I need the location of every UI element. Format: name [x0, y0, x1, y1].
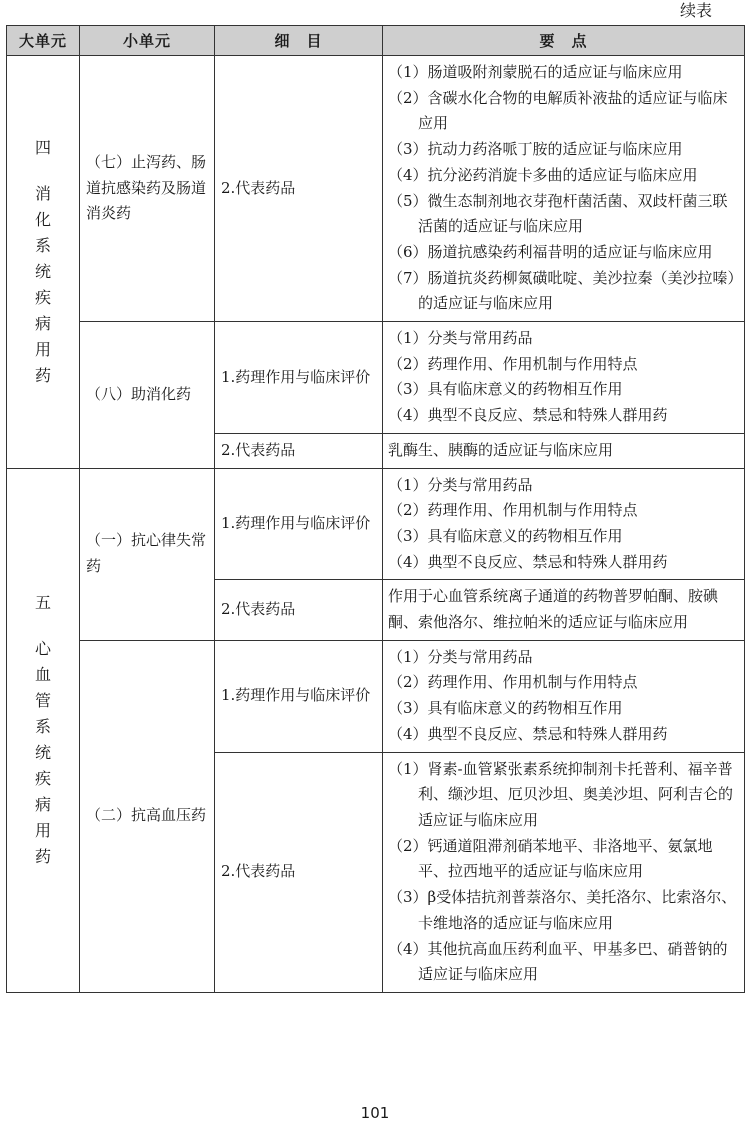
- detail-cell: 1.药理作用与临床评价: [215, 640, 383, 752]
- major-unit-char: 用: [34, 821, 51, 841]
- major-unit-char: 病: [34, 313, 51, 333]
- major-unit-char: 消: [34, 183, 51, 203]
- key-point: （3）具有临床意义的药物相互作用: [388, 699, 623, 718]
- major-unit-char: 系: [34, 717, 51, 737]
- detail-cell: 2.代表药品: [215, 752, 383, 992]
- detail-cell: 1.药理作用与临床评价: [215, 468, 383, 580]
- major-unit-char: 系: [34, 235, 51, 255]
- key-point: 作用于心血管系统离子通道的药物普罗帕酮、胺碘酮、索他洛尔、维拉帕米的适应证与临床应用: [388, 587, 719, 632]
- table-row: [7, 56, 745, 322]
- major-unit-char: 五: [34, 593, 51, 613]
- major-unit-char: 心: [34, 639, 51, 659]
- key-points-cell: [383, 752, 745, 992]
- header-sub-unit: 小单元: [80, 26, 215, 56]
- key-point: （1）肾素-血管紧张素系统抑制剂卡托普利、福辛普利、缬沙坦、厄贝沙坦、奥美沙坦、阿利吉仑的适应证与临床应用: [388, 759, 734, 829]
- major-unit-char: 疾: [34, 287, 51, 307]
- header-key-points: 要 点: [383, 26, 745, 56]
- major-unit-char: 统: [34, 261, 51, 281]
- key-point: （1）分类与常用药品: [388, 647, 533, 666]
- major-unit-char: 用: [34, 339, 51, 359]
- key-point: （4）典型不良反应、禁忌和特殊人群用药: [388, 406, 668, 425]
- sub-unit-cell: （七）止泻药、肠道抗感染药及肠道消炎药: [80, 56, 215, 322]
- key-points-cell: [383, 580, 745, 640]
- major-unit-char: 统: [34, 743, 51, 763]
- key-points-cell: [383, 640, 745, 752]
- page-number: 101: [360, 1104, 390, 1122]
- key-point: （4）典型不良反应、禁忌和特殊人群用药: [388, 724, 668, 743]
- key-point: （6）肠道抗感染药利福昔明的适应证与临床应用: [388, 242, 713, 261]
- header-row: [7, 26, 745, 56]
- key-point: （3）具有临床意义的药物相互作用: [388, 380, 623, 399]
- key-point: （5）微生态制剂地衣芽孢杆菌活菌、双歧杆菌三联活菌的适应证与临床应用: [388, 191, 728, 236]
- detail-cell: 2.代表药品: [215, 580, 383, 640]
- sub-unit-cell: （二）抗高血压药: [80, 640, 215, 992]
- major-unit-cell: [7, 56, 80, 469]
- sub-unit-cell: （八）助消化药: [80, 322, 215, 469]
- key-point: （1）肠道吸附剂蒙脱石的适应证与临床应用: [388, 63, 683, 81]
- key-point: （4）典型不良反应、禁忌和特殊人群用药: [388, 552, 668, 571]
- table-body: [7, 56, 745, 993]
- key-point: （3）β受体拮抗剂普萘洛尔、美托洛尔、比索洛尔、卡维地洛的适应证与临床应用: [388, 888, 737, 932]
- key-point: （2）钙通道阻滞剂硝苯地平、非洛地平、氨氯地平、拉西地平的适应证与临床应用: [388, 836, 713, 881]
- syllabus-table: [6, 25, 745, 993]
- major-unit-char: 药: [34, 847, 51, 867]
- sub-unit-cell: （一）抗心律失常药: [80, 468, 215, 640]
- key-point: （7）肠道抗炎药柳氮磺吡啶、美沙拉秦（美沙拉嗪）的适应证与临床应用: [388, 268, 736, 313]
- table-row: [7, 322, 745, 434]
- major-unit-char: 四: [34, 137, 51, 157]
- key-points-cell: [383, 56, 745, 322]
- major-unit-gap: [7, 161, 79, 181]
- key-point: （2）含碳水化合物的电解质补液盐的适应证与临床应用: [388, 88, 728, 133]
- key-point: （3）抗动力药洛哌丁胺的适应证与临床应用: [388, 140, 683, 159]
- major-unit-char: 管: [34, 691, 51, 711]
- detail-cell: 2.代表药品: [215, 56, 383, 322]
- detail-cell: 2.代表药品: [215, 433, 383, 468]
- major-unit-char: 病: [34, 795, 51, 815]
- key-point: （4）抗分泌药消旋卡多曲的适应证与临床应用: [388, 165, 698, 184]
- major-unit-char: 化: [34, 209, 51, 229]
- major-unit-cell: [7, 468, 80, 992]
- key-point: （3）具有临床意义的药物相互作用: [388, 526, 623, 545]
- key-point: （2）药理作用、作用机制与作用特点: [388, 501, 638, 520]
- table-header: [7, 26, 745, 56]
- key-point: （4）其他抗高血压药利血平、甲基多巴、硝普钠的适应证与临床应用: [388, 939, 728, 984]
- table-row: [7, 640, 745, 752]
- key-points-cell: [383, 322, 745, 434]
- major-unit-char: 疾: [34, 769, 51, 789]
- key-points-cell: [383, 468, 745, 580]
- key-point: （2）药理作用、作用机制与作用特点: [388, 673, 638, 692]
- header-detail: 细 目: [215, 26, 383, 56]
- key-point: （1）分类与常用药品: [388, 475, 533, 494]
- key-points-cell: [383, 433, 745, 468]
- header-major-unit: 大单元: [7, 26, 80, 56]
- major-unit-gap: [7, 616, 79, 636]
- continued-label: 续表: [679, 1, 712, 20]
- key-point: 乳酶生、胰酶的适应证与临床应用: [388, 440, 614, 459]
- key-point: （1）分类与常用药品: [388, 329, 533, 348]
- key-point: （2）药理作用、作用机制与作用特点: [388, 354, 638, 373]
- major-unit-char: 药: [34, 365, 51, 385]
- detail-cell: 1.药理作用与临床评价: [215, 322, 383, 434]
- major-unit-char: 血: [34, 665, 51, 685]
- table-row: [7, 468, 745, 580]
